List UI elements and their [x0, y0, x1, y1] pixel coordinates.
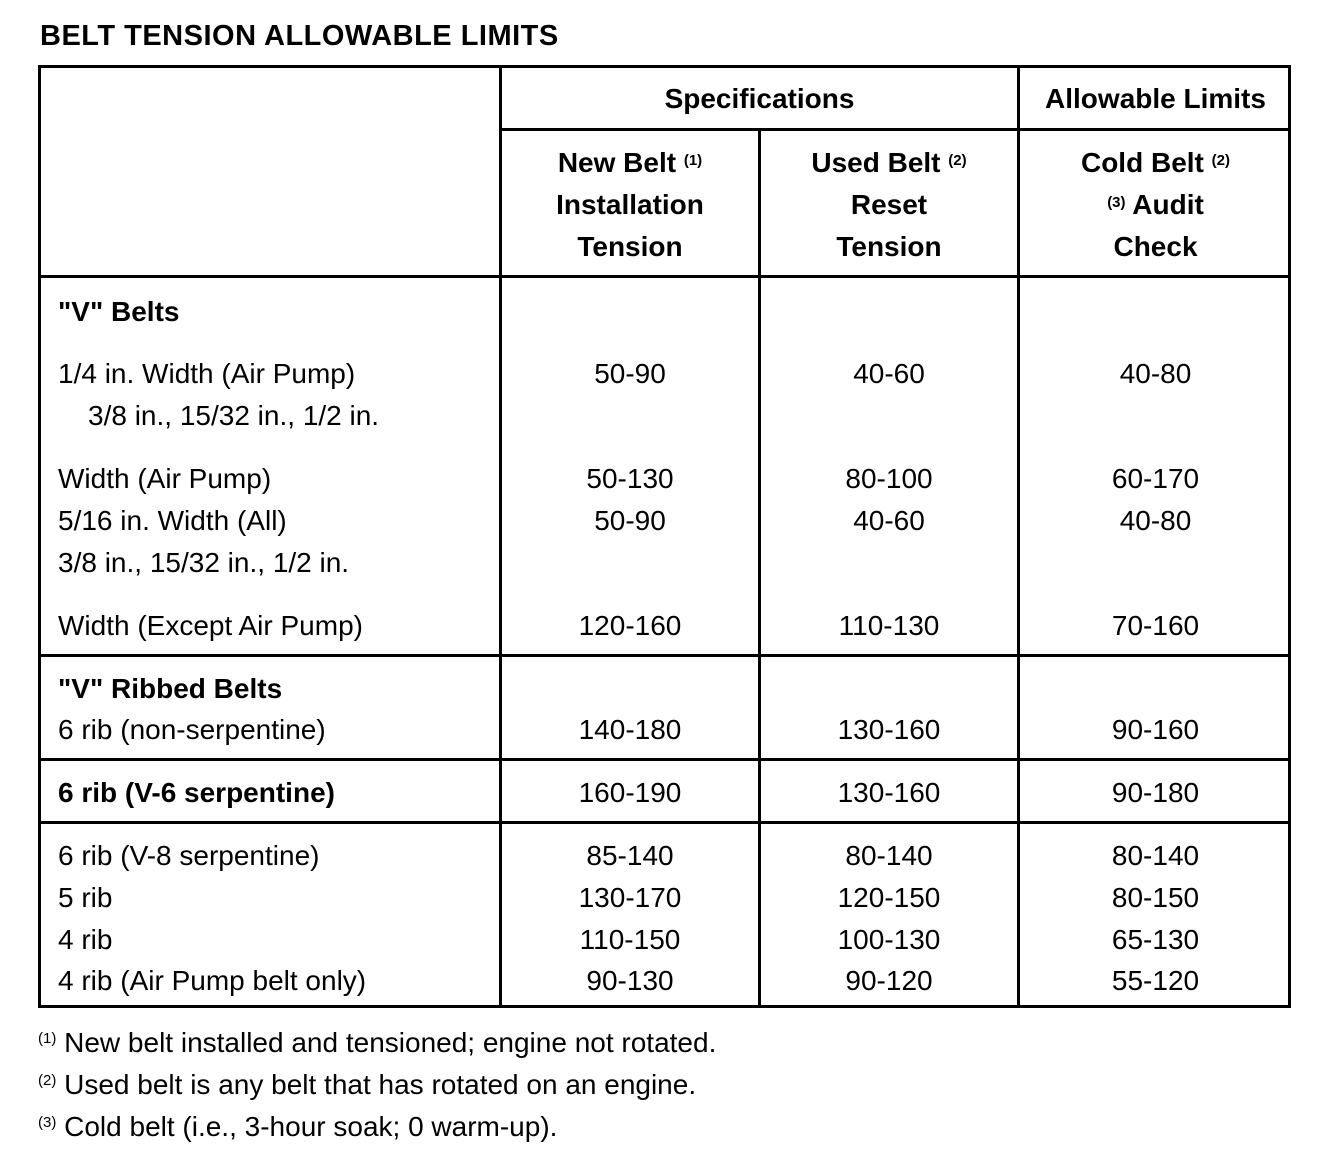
row-used-value: 90-120 [845, 965, 933, 996]
row-used-value: 110-130 [838, 610, 940, 641]
row-used-value: 80-100 [845, 463, 933, 494]
row-label: 4 rib [58, 924, 113, 955]
row-label: 3/8 in., 15/32 in., 1/2 in. [88, 400, 380, 431]
row-used-value: 40-60 [853, 358, 925, 389]
row-used-value: 130-160 [837, 714, 941, 745]
header-used-belt: Used Belt $^{(2)}$ Reset Tension [811, 147, 967, 262]
row-used-value: 130-160 [837, 777, 941, 808]
row-cold-value: 65-130 [1111, 924, 1200, 955]
row-cold-value: 80-140 [1111, 840, 1200, 871]
header-bottom-rule [41, 275, 1291, 278]
row-label: 3/8 in., 15/32 in., 1/2 in. [58, 547, 350, 578]
row-cold-value: 70-160 [1111, 610, 1200, 641]
row-label: Width (Except Air Pump) [58, 610, 363, 641]
row-new-value: 110-150 [579, 924, 681, 955]
header-subdivider [499, 128, 1291, 131]
row-new-value: 90-130 [586, 965, 674, 996]
row-label: 4 rib (Air Pump belt only) [58, 965, 367, 996]
row-label: 5/16 in. Width (All) [58, 505, 287, 536]
row-used-value: 80-140 [845, 840, 933, 871]
row-used-value: 40-60 [853, 505, 925, 536]
row-cold-value: 55-120 [1111, 965, 1200, 996]
belt-tension-table [38, 65, 1291, 1008]
row-new-value: 160-190 [578, 777, 682, 808]
row-new-value: 50-130 [586, 463, 674, 494]
row-new-value: 140-180 [578, 714, 682, 745]
header-specifications: Specifications [664, 83, 855, 114]
row-label: 6 rib (non-serpentine) [58, 714, 326, 745]
row-cold-value: 40-80 [1119, 505, 1192, 536]
row-label: 5 rib [58, 882, 113, 913]
section-heading-ribbed-belts: "V" Ribbed Belts [58, 673, 283, 704]
footnote: $^{(1)}$ New belt installed and tensioned; engine not rotated. [38, 1027, 717, 1058]
footnote: $^{(3)}$ Cold belt (i.e., 3-hour soak; 0 warm-up). [38, 1111, 558, 1142]
row-cold-value: 90-180 [1111, 777, 1200, 808]
row-cold-value: 90-160 [1111, 714, 1200, 745]
row-new-value: 50-90 [594, 358, 666, 389]
row-cold-value: 80-150 [1111, 882, 1200, 913]
footnote: $^{(2)}$ Used belt is any belt that has rotated on an engine. [38, 1069, 697, 1100]
row-new-value: 130-170 [578, 882, 682, 913]
row-used-value: 120-150 [837, 882, 941, 913]
row-new-value: 120-160 [578, 610, 682, 641]
row-label: 6 rib (V-8 serpentine) [58, 840, 320, 871]
row-new-value: 50-90 [594, 505, 666, 536]
row-cold-value: 40-80 [1119, 358, 1192, 389]
header-new-belt: New Belt $^{(1)}$ Installation Tension [556, 147, 704, 262]
ribbed-bottom-rule [41, 758, 1291, 761]
row-label-v6-serpentine: 6 rib (V-6 serpentine) [58, 777, 335, 808]
header-cold-belt: Cold Belt $^{(2)}$ $^{(3)}$ Audit Check [1080, 147, 1230, 262]
vbelts-bottom-rule [41, 654, 1291, 657]
section-heading-v-belts: "V" Belts [58, 296, 180, 327]
row-cold-value: 60-170 [1111, 463, 1200, 494]
row-used-value: 100-130 [837, 924, 941, 955]
header-allowable-limits: Allowable Limits [1045, 83, 1266, 114]
row-label: 1/4 in. Width (Air Pump) [58, 358, 356, 389]
table-title: BELT TENSION ALLOWABLE LIMITS [40, 20, 559, 52]
row-new-value: 85-140 [586, 840, 674, 871]
row-label: Width (Air Pump) [58, 463, 272, 494]
v6-bottom-rule [41, 821, 1291, 824]
